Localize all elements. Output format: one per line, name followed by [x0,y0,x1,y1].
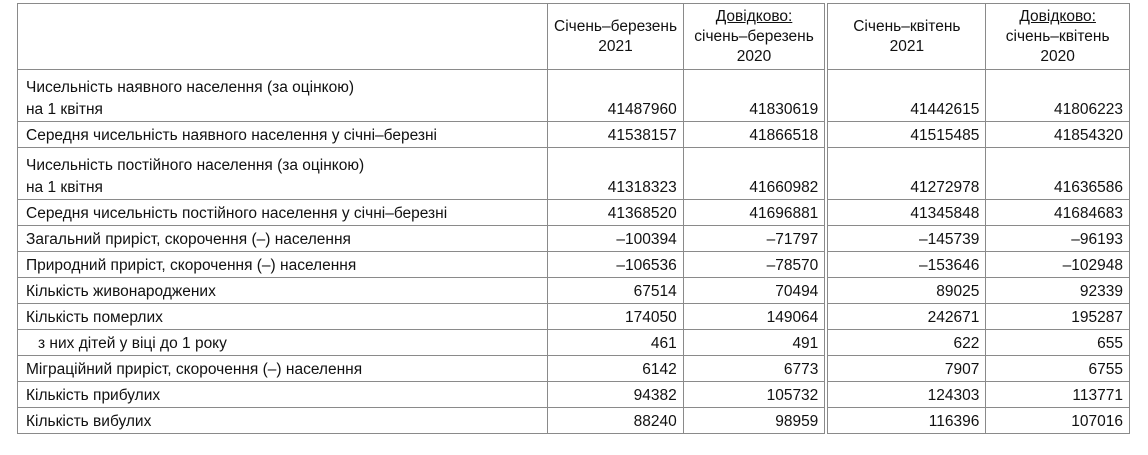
row-label: Середня чисельність наявного населення у січні–березні [18,122,548,148]
cell-value: 41442615 [828,70,986,122]
table-row [18,330,1130,356]
row-label: Чисельність постійного населення (за оцінкою) на 1 квітня [18,148,548,200]
table-row [18,408,1130,434]
table-row [18,382,1130,408]
demographics-table [17,3,1130,434]
cell-value: 98959 [683,408,825,434]
row-label: Кількість живонароджених [18,278,548,304]
cell-value: 41830619 [683,70,825,122]
cell-value: 41684683 [986,200,1130,226]
cell-value: 41368520 [548,200,683,226]
cell-value: 107016 [986,408,1130,434]
cell-value: 242671 [828,304,986,330]
header-ref-jan-apr-2020: Довідково: січень–квітень 2020 [986,4,1130,70]
cell-value: 116396 [828,408,986,434]
cell-value: 41866518 [683,122,825,148]
cell-value: 41487960 [548,70,683,122]
cell-value: 41806223 [986,70,1130,122]
cell-value: 41854320 [986,122,1130,148]
table-row [18,356,1130,382]
header-jan-apr-2021: Січень–квітень 2021 [828,4,986,70]
cell-value: 41538157 [548,122,683,148]
row-label: з них дітей у віці до 1 року [18,330,548,356]
cell-value: 149064 [683,304,825,330]
cell-value: –100394 [548,226,683,252]
cell-value: 105732 [683,382,825,408]
table-row [18,278,1130,304]
row-label: Кількість вибулих [18,408,548,434]
cell-value: 41272978 [828,148,986,200]
cell-value: 67514 [548,278,683,304]
cell-value: 6755 [986,356,1130,382]
cell-value: –145739 [828,226,986,252]
row-label: Кількість померлих [18,304,548,330]
cell-value: 174050 [548,304,683,330]
cell-value: 41660982 [683,148,825,200]
cell-value: 195287 [986,304,1130,330]
row-label: Загальний приріст, скорочення (–) населення [18,226,548,252]
cell-value: –102948 [986,252,1130,278]
cell-value: –78570 [683,252,825,278]
cell-value: 41515485 [828,122,986,148]
row-label: Кількість прибулих [18,382,548,408]
cell-value: 89025 [828,278,986,304]
row-label: Середня чисельність постійного населення у січні–березні [18,200,548,226]
cell-value: 622 [828,330,986,356]
table-row [18,200,1130,226]
cell-value: 41318323 [548,148,683,200]
row-label: Міграційний приріст, скорочення (–) населення [18,356,548,382]
cell-value: 88240 [548,408,683,434]
table-row [18,70,1130,122]
header-ref-jan-mar-2020: Довідково: січень–березень 2020 [683,4,825,70]
cell-value: 124303 [828,382,986,408]
row-label: Природний приріст, скорочення (–) населення [18,252,548,278]
cell-value: 7907 [828,356,986,382]
cell-value: 6773 [683,356,825,382]
cell-value: –153646 [828,252,986,278]
header-row [18,4,1130,70]
header-jan-mar-2021: Січень–березень 2021 [548,4,683,70]
table-row [18,304,1130,330]
table-row [18,148,1130,200]
cell-value: 113771 [986,382,1130,408]
cell-value: 70494 [683,278,825,304]
table-row [18,252,1130,278]
table-row [18,122,1130,148]
cell-value: 94382 [548,382,683,408]
cell-value: 461 [548,330,683,356]
cell-value: 6142 [548,356,683,382]
cell-value: 41345848 [828,200,986,226]
cell-value: –71797 [683,226,825,252]
cell-value: 92339 [986,278,1130,304]
cell-value: 41636586 [986,148,1130,200]
cell-value: 41696881 [683,200,825,226]
row-label: Чисельність наявного населення (за оцінкою) на 1 квітня [18,70,548,122]
cell-value: 491 [683,330,825,356]
table-row [18,226,1130,252]
cell-value: –106536 [548,252,683,278]
cell-value: 655 [986,330,1130,356]
cell-value: –96193 [986,226,1130,252]
header-empty-cell [18,4,548,70]
